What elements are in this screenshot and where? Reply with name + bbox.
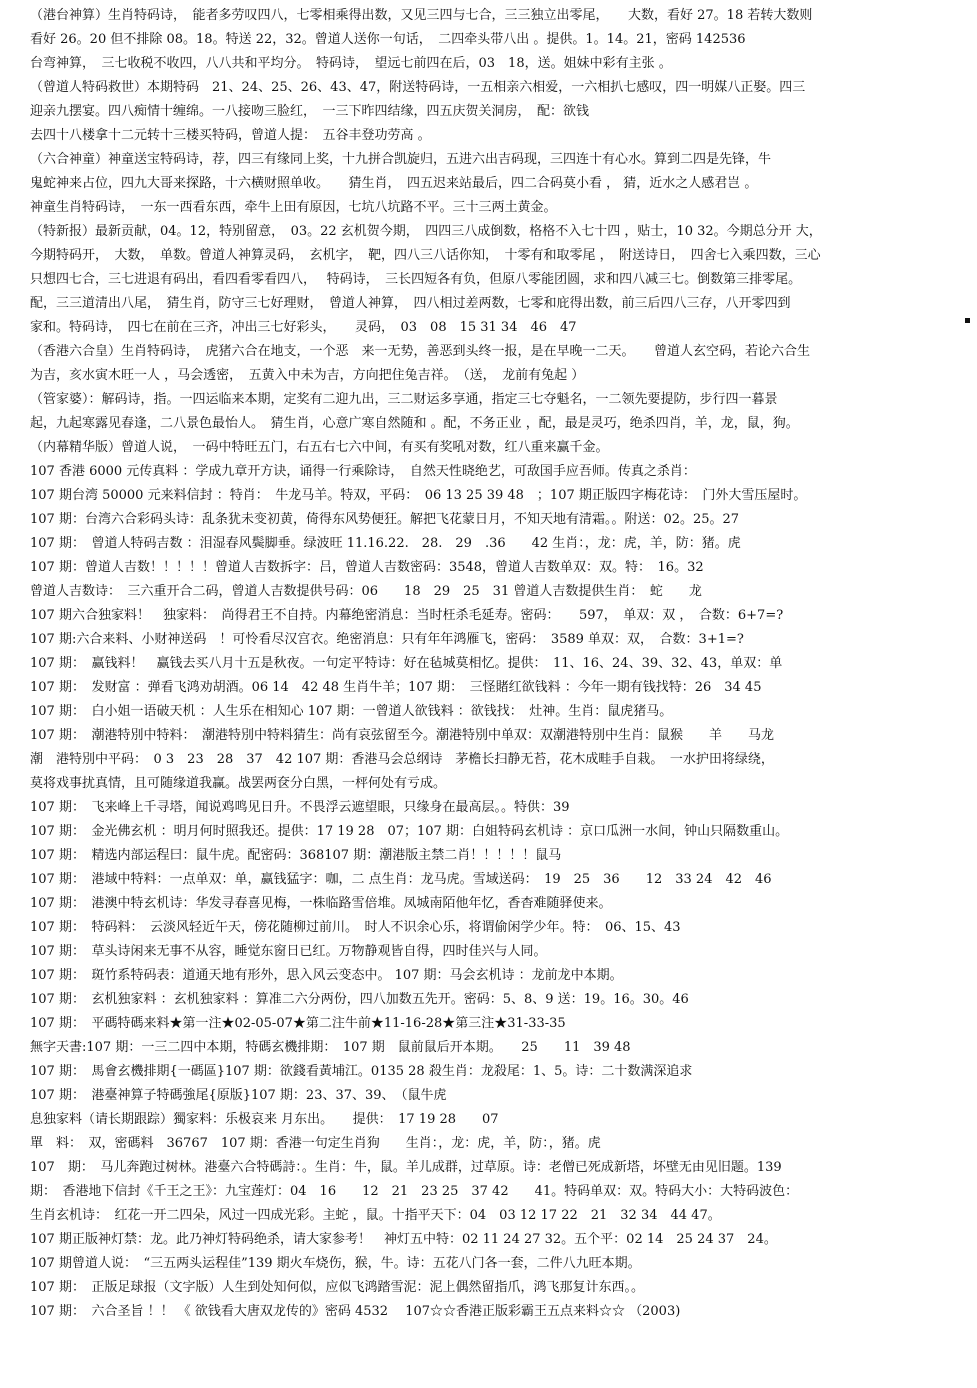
text-line: 107 期： 港澳中特玄机诗：华发寻春喜见梅，一株临路雪倍堆。凤城南陌他年忆，香杳难随驿使来。 xyxy=(30,896,612,911)
text-line: （六合神童）神童送宝特码诗，荐，四三有缘同上奖，十九拼合凯旋归，五进六出吉码现，三四连十有心水。算到二四是先锋，牛 xyxy=(30,152,772,167)
text-line: 去四十八楼拿十二元转十三楼买特码，曾道人提： 五谷丰登功劳高 。 xyxy=(30,128,431,143)
text-line: 107 期： 正版足球报（文字版）人生到处知何似，应似飞鸿踏雪泥：泥上偶然留指爪，鸿飞那复计东西。。 xyxy=(30,1280,644,1295)
text-line: （管家婆）：解码诗，指。一四运临来本期，定奖有二迎九出，三二财运多享通，指定三七夺魁名，一二领先要提防，步行四一暮景 xyxy=(30,392,778,407)
text-line: 107 期六合独家料！ 独家料： 尚得君王不自持。内幕绝密消息：当时枉杀毛延寿。密码： 597， 单双：双 ， 合数：6+7=? xyxy=(30,608,784,623)
text-line: 107 期： 特码料： 云淡风轻近午天，傍花随柳过前川。 时人不识余心乐，将谓偷闲学少年。特： 06、15、43 xyxy=(30,920,681,935)
text-line: 107 期： 港臺神算子特碼強尾{原版}107 期：23、37、39、 （鼠牛虎 xyxy=(30,1088,447,1103)
text-line: 107 期： 赢钱料！ 赢钱去买八月十五是秋夜。一句定平特诗：好在毡城莫相忆。提供： 11、16、24、39、32、43，单双：单 xyxy=(30,656,783,671)
text-line: 息独家料（请长期跟踪）獨家料：乐极哀来 月东出。 提供： 17 19 28 07 xyxy=(30,1112,499,1127)
text-line: 台弯神算， 三七收税不收四，八八共和平均分。 特码诗， 望远七前四在后，03 18，送。姐妹中彩有主张 。 xyxy=(30,56,672,71)
text-line: 107 期曾道人说： “三五两头运程佳”139 期火车烧伤，猴，牛。诗：五花八门各一套，二件八九旺本期。 xyxy=(30,1256,641,1271)
text-line: 107 期： 精选内部运程曰：鼠牛虎。配密码：368107 期：潮港版主禁二肖！！！！！鼠马 xyxy=(30,848,562,863)
text-line: 107 期： 曾道人特码吉数 ：泪湿春风鬓脚垂。绿波旺 11.16.22. 28. 29 .36 42 生肖：，龙：虎，羊，防：猪。虎 xyxy=(30,536,741,551)
text-line: 为吉，亥水寅木旺一人 ，马会透密， 五黄入中未为吉，方向把住兔吉祥。 （送， 龙前有兔起 ） xyxy=(30,368,585,383)
text-line: 107 期： 草头诗闲来无事不从容，睡觉东窗日已红。万物静观皆自得，四时佳兴与人同。 xyxy=(30,944,547,959)
text-line: 107 期： 馬會玄機排期{一碼區}107 期：欲錢看黃埔江。0135 28 殺生肖：龙殺尾：1、5。诗：二十数满深追求 xyxy=(30,1064,693,1079)
text-line: 107 期：曾道人吉数！！！！！曾道人吉数拆字：吕，曾道人吉数密码：3548，曾道人吉数单双：双。特： 16。32 xyxy=(30,560,704,575)
text-line: 看好 26。20 但不排除 08。18。特送 22，32。曾道人送你一句话， 二四牵头带八出 。提供。1。14。21，密码 142536 xyxy=(30,32,746,47)
text-line: 107 期： 斑竹系特码表：道通天地有形外，思入风云变态中。 107 期：马会玄机诗 ：龙前龙中本期。 xyxy=(30,968,623,983)
text-line: 單 料： 双，密碼料 36767 107 期：香港一句定生肖狗 生肖：，龙：虎，羊，防：，猪。虎 xyxy=(30,1136,601,1151)
text-line: 潮 港特別中平码： 0 3 23 28 37 42 107 期：香港马会总纲诗 茅檐长扫静无苔，花木成畦手自栽。 一水护田将绿绕， xyxy=(30,752,774,767)
text-line: 莫将戏事扰真情，且可随缘道我赢。战罢两奁分白黑，一枰何处有亏成。 xyxy=(30,776,447,791)
text-line: 配，三三道清出八尾， 猜生肖，防守三七好理财， 曾道人神算， 四八相过差两数，七零和庇得出数，前三后四八三存，八开零四到 xyxy=(30,296,791,311)
text-line: 107 期： 平碼特碼来料★第一注★02-05-07★第二注牛前★11-16-28★第三注★31-33-35 xyxy=(30,1016,566,1031)
text-line: 107 期正版神灯禁：龙。此乃神灯特码绝杀，请大家参考！ 神灯五中特：02 11 24 27 32。五个平：02 14 25 24 37 24。 xyxy=(30,1232,777,1247)
text-line: （内幕精华版）曾道人说， 一码中特旺五门，右五右七六中间，有买有奖吼对数，红八重来赢千金。 xyxy=(30,440,609,455)
text-line: 107 期： 港域中特料：一点单双：单，赢钱猛字：咖，二 点生肖：龙马虎。雪域送码： 19 25 36 12 33 24 42 46 xyxy=(30,872,772,887)
text-line: 起，九起寒露见春逢，二八景色最怡人。 猜生肖，心意广寒自然随和 。配，不务正业 ，配，最是灵巧，绝杀四肖，羊，龙，鼠，狗。 xyxy=(30,416,799,431)
text-line: 生肖玄机诗： 红花一开二四朵，风过一四成光彩。主蛇 ，鼠。十指平天下：04 03 12 17 22 21 32 34 44 47。 xyxy=(30,1208,721,1223)
text-line: 無字天書:107 期：一三二四中本期，特碼玄機排期： 107 期 鼠前鼠后开本期。 25 11 39 48 xyxy=(30,1040,631,1055)
text-line: 107 期： 白小姐一语破天机 ：人生乐在相知心 107 期：一曾道人欲钱料 ：欲钱找： 灶神。生肖：鼠虎猪马。 xyxy=(30,704,673,719)
text-line: 今期特码开， 大数， 单数。曾道人神算灵码， 玄机字， 靶，四八三八话你知， 十零有和取零尾 ， 附送诗日， 四舍七入乘四数，三心 xyxy=(30,248,821,263)
text-line: （特新报）最新贡献，04。12，特别留意， 03。22 玄机贺今期， 四四三八成倒数，格格不入七十四 ，贴士，10 32。今期总分开 大， xyxy=(30,224,822,239)
text-line: （香港六合皇）生肖特码诗， 虎猪六合在地支，一个恶 来一无势，善恶到头终一报，是在早晚一二天。 曾道人玄空码，若论六合生 xyxy=(30,344,811,359)
text-line: 107 期：台湾六合彩码头诗：乱条犹未变初黄，倚得东风势便狂。解把飞花蒙日月，不知天地有清霜。。附送：02。25。27 xyxy=(30,512,740,527)
text-line: 107 期： 飞来峰上千寻塔，闻说鸡鸣见日升。不畏浮云遮望眼，只缘身在最高层。。特供：39 xyxy=(30,800,570,815)
text-line: 鬼蛇神来占位，四九大哥来探路，十六横财照单收。 猜生肖， 四五迟来站最后，四二合码莫小看 ， 猜，近水之人感君岂 。 xyxy=(30,176,758,191)
text-line: 107 期： 金光佛玄机 ：明月何时照我还。提供：17 19 28 07；107 期：白姐特码玄机诗 ：京口瓜洲一水间，钟山只隔数重山。 xyxy=(30,824,789,839)
text-line: 107 香港 6000 元传真料 ：学成九章开方诀，诵得一行乘除诗， 自然天性晓绝艺，可敌国手应吾师。传真之杀肖： xyxy=(30,464,696,479)
text-line: （曾道人特码救世）本期特码 21、24、25、26、43、47，附送特码诗，一五相亲六相爱，一六相扒七感叹，四一明媒八正娶。四三 xyxy=(30,80,806,95)
text-line: 期： 香港地下信封《千王之王》：九宝莲灯：04 16 12 21 23 25 37 42 41。特码单双：双。特码大小：大特码波色： xyxy=(30,1184,799,1199)
text-line: 107 期： 玄机独家料 ：玄机独家料 ：算准二六分两份，四八加数五先开。密码：5、8、9 送：19。16。30。46 xyxy=(30,992,689,1007)
text-line: 107 期台湾 50000 元来料信封 ：特肖： 牛龙马羊。特双，平码： 06 13 25 39 48 ；107 期正版四字梅花诗： 门外大雪压屋时。 xyxy=(30,488,807,503)
text-line: 107 期： 马儿奔跑过树林。港臺六合特碼詩：。生肖：牛，鼠。羊儿成群，过草原。诗：老僧已死成新塔，坏壁无由见旧题。139 xyxy=(30,1160,782,1175)
margin-mark xyxy=(965,318,970,323)
text-line: 曾道人吉数诗： 三六重开合二码，曾道人吉数提供号码：06 18 29 25 31 曾道人吉数提供生肖： 蛇 龙 xyxy=(30,584,702,599)
text-line: （港台神算）生肖特码诗， 能者多劳叹四八，七零相乘得出数，又见三四与七合，三三独立出零尾， 大数，看好 27。18 若转大数则 xyxy=(30,8,813,23)
text-line: 107 期： 发财富 ：弹看飞鸿劝胡酒。06 14 42 48 生肖牛羊；107 期： 三怪賭红欲钱料 ：今年一期有钱找特：26 34 45 xyxy=(30,680,762,695)
text-line: 神童生肖特码诗， 一东一西看东西，牵牛上田有原因，七坑八坑路不平。三十三两土黄金。 xyxy=(30,200,557,215)
text-line: 107 期： 六合圣旨 ！！ 《 欲钱看大唐双龙传的》密码 4532 107☆☆香港正版彩霸王五点来料☆☆ （2003) xyxy=(30,1304,681,1319)
text-line: 107 期： 潮港特別中特料： 潮港特別中特料猜生：尚有哀弦留至今。潮港特別中单双：双潮港特別中生肖：鼠猴 羊 马龙 xyxy=(30,728,774,743)
text-line: 家和。特码诗， 四七在前在三齐，冲出三七好彩头， 灵码， 03 08 15 31 34 46 47 xyxy=(30,320,577,335)
text-line: 只想四七合，三七进退有码出，看四看零看四八， 特码诗， 三长四短各有负，但原八零能团圆，求和四八减三七。倒数第三排零尾。 xyxy=(30,272,802,287)
text-line: 迎亲九摆宴。四八痴情十缠绵。一八接吻三脸红， 一三下昨四结缘，四五庆贺关洞房， 配：欲钱 xyxy=(30,104,590,119)
text-line: 107 期:六合来料、小财神送码 ！可怜看尽汉宫衣。绝密消息：只有年年鸿雁飞，密码： 3589 单双：双， 合数：3+1=? xyxy=(30,632,744,647)
